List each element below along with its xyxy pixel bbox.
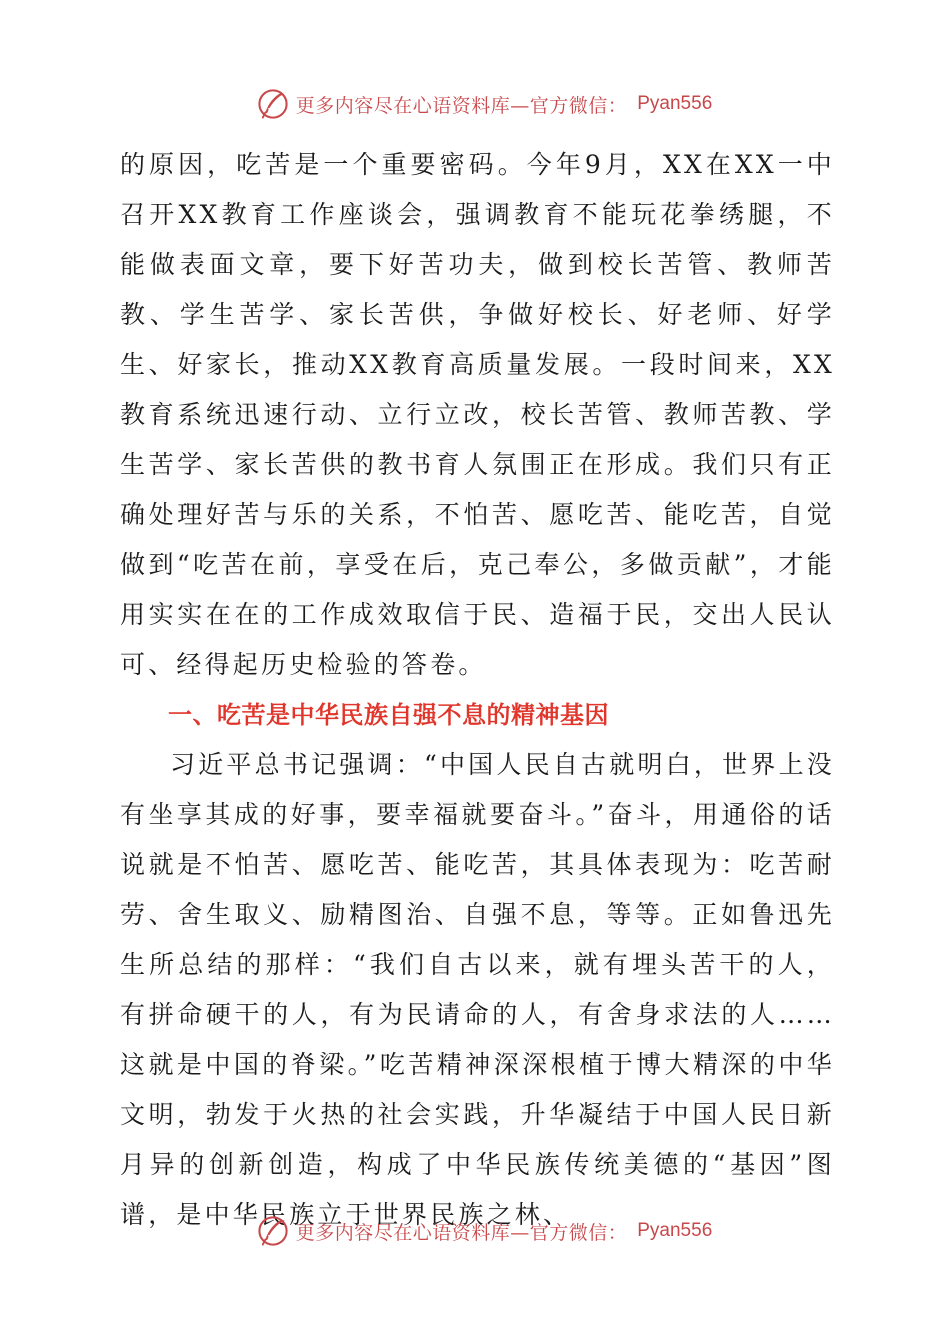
feather-pen-logo-icon [256,1214,290,1248]
header-banner [0,84,950,124]
header-banner-inner [256,87,713,121]
banner-wechat-handle: Pyan556 [637,93,713,114]
section-heading-1: 一、吃苦是中华民族自强不息的精神基因 [168,701,609,729]
banner-text: 更多内容尽在心语资料库—官方微信： [295,1221,628,1244]
footer-banner [0,1211,950,1251]
footer-banner-inner [256,1214,713,1248]
banner-wechat-handle: Pyan556 [637,1220,713,1241]
document-body [120,140,835,1240]
banner-text: 更多内容尽在心语资料库—官方微信： [295,94,628,117]
body-paragraph-1: 的原因，吃苦是一个重要密码。今年9月，XX在XX一中召开XX教育工作座谈会，强调教育不能玩花拳绣腿，不能做表面文章，要下好苦功夫，做到校长苦管、教师苦教、学生苦学、家长苦供，争做好校长、好老师、好学生、好家长，推动XX教育高质量发展。一段时间来，XX教育系统迅速行动、立行立改，校长苦管、教师苦教、学生苦学、家长苦供的教书育人氛围正在形成。我们只有正确处理好苦与乐的关系，不怕苦、愿吃苦、能吃苦，自觉做到“吃苦在前，享受在后，克己奉公，多做贡献”，才能用实实在在的工作成效取信于民、造福于民，交出人民认可、经得起历史检验的答卷。 [120,150,835,679]
body-paragraph-2: 习近平总书记强调：“中国人民自古就明白，世界上没有坐享其成的好事，要幸福就要奋斗。”奋斗，用通俗的话说就是不怕苦、愿吃苦、能吃苦，其具体表现为：吃苦耐劳、舍生取义、励精图治、自强不息，等等。正如鲁迅先生所总结的那样：“我们自古以来，就有埋头苦干的人，有拼命硬干的人，有为民请命的人，有舍身求法的人……这就是中国的脊梁。”吃苦精神深深根植于博大精深的中华文明，勃发于火热的社会实践，升华凝结于中国人民日新月异的创新创造，构成了中华民族传统美德的“基因”图谱，是中华民族立于世界民族之林、 [120,750,835,1229]
feather-pen-logo-icon [256,87,290,121]
